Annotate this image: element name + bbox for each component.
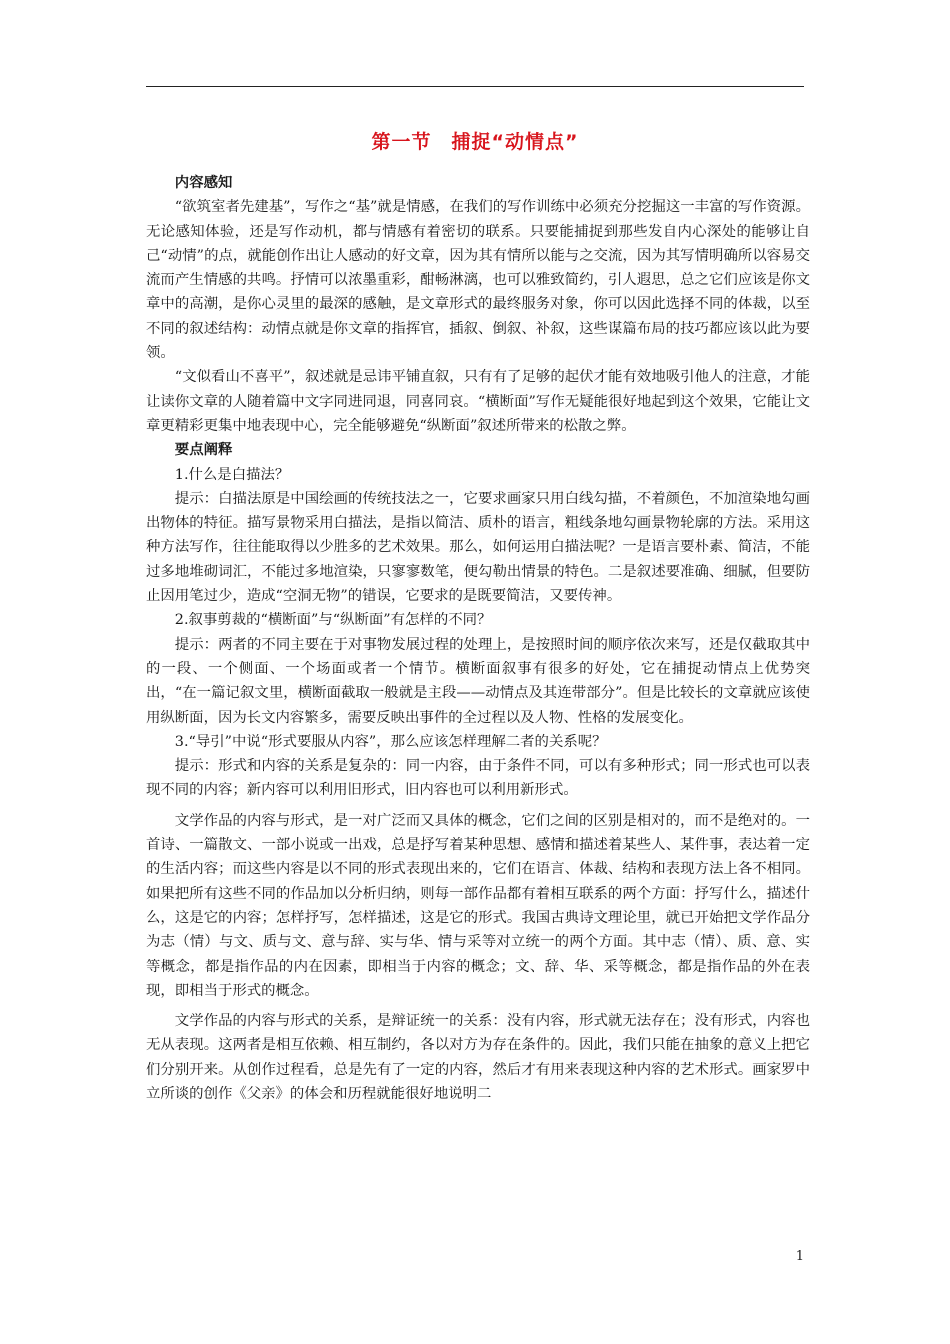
paragraph: 文学作品的内容与形式，是一对广泛而又具体的概念，它们之间的区别是相对的，而不是绝对的。一首诗、一篇散文、一部小说或一出戏，总是抒写着某种思想、感情和描述着某些人、某件事，表达着一定的生活内容；而这些内容是以不同的形式表现出来的，它们在语言、体裁、结构和表现方法上各不相同。如果把所有这些不同的作品加以分析归纳，则每一部作品都有着相互联系的两个方面：抒写什么，描述什么，这是它的内容；怎样抒写，怎样描述，这是它的形式。我国古典诗文理论里，就已开始把文学作品分为志（情）与文、质与文、意与辞、实与华、情与采等对立统一的两个方面。其中志（情）、质、意、实等概念，都是指作品的内在因素，即相当于内容的概念；文、辞、华、采等概念，都是指作品的外在表现，即相当于形式的概念。 [146, 812, 810, 999]
question: 3.“导引”中说“形式要服从内容”，那么应该怎样理解二者的关系呢？ [174, 733, 607, 750]
section-heading-perception: 内容感知 [174, 175, 233, 191]
section-heading-points: 要点阐释 [174, 442, 233, 459]
page-title: 第一节 捕捉“动情点” [371, 131, 579, 153]
paragraph: “欲筑室者先建基”，写作之“基”就是情感，在我们的写作训练中必须充分挖掘这一丰富的写作资源。无论感知体验，还是写作动机，都与情感有着密切的联系。只要能捕捉到那些发自内心深处的能够让自己“动情”的点，就能创作出让人感动的好文章，因为其有情所以能与之交流，因为其写情明确所以容易交流而产生情感的共鸣。抒情可以浓墨重彩，酣畅淋漓，也可以雅致简约，引人遐思，总之它们应该是你文章中的高潮，是你心灵里的最深的感触，是文章形式的最终服务对象，你可以因此选择不同的体裁，以至不同的叙述结构：动情点就是你文章的指挥官，插叙、倒叙、补叙，这些谋篇布局的技巧都应该以此为要领。 [146, 199, 810, 362]
page-number: 1 [795, 1249, 804, 1264]
question: 2.叙事剪裁的“横断面”与“纵断面”有怎样的不同？ [174, 612, 492, 629]
question: 1.什么是白描法？ [174, 466, 290, 483]
document-body [146, 171, 810, 1106]
answer: 提示：白描法原是中国绘画的传统技法之一，它要求画家只用白线勾描，不着颜色，不加渲染地勾画出物体的特征。描写景物采用白描法，是指以简洁、质朴的语言，粗线条地勾画景物轮廓的方法。采用这种方法写作，往往能取得以少胜多的艺术效果。那么，如何运用白描法呢？一是语言要朴素、简洁，不能过多地堆砌词汇，不能过多地渲染，只寥寥数笔，便勾勒出情景的特色。二是叙述要准确、细腻，但要防止因用笔过少，造成“空洞无物”的错误，它要求的是既要简洁，又要传神。 [146, 490, 810, 605]
answer: 提示：形式和内容的关系是复杂的：同一内容，由于条件不同，可以有多种形式；同一形式也可以表现不同的内容；新内容可以利用旧形式，旧内容也可以利用新形式。 [146, 758, 810, 799]
answer: 提示：两者的不同主要在于对事物发展过程的处理上，是按照时间的顺序依次来写，还是仅截取其中的一段、一个侧面、一个场面或者一个情节。横断面叙事有很多的好处，它在捕捉动情点上优势突出，“在一篇记叙文里，横断面截取一般就是主段——动情点及其连带部分”。但是比较长的文章就应该使用纵断面，因为长文内容繁多，需要反映出事件的全过程以及人物、性格的发展变化。 [146, 636, 810, 726]
header-rule [146, 86, 804, 87]
paragraph: 文学作品的内容与形式的关系，是辩证统一的关系：没有内容，形式就无法存在；没有形式，内容也无从表现。这两者是相互依赖、相互制约，各以对方为存在条件的。因此，我们只能在抽象的意义上把它们分别开来。从创作过程看，总是先有了一定的内容，然后才有用来表现这种内容的艺术形式。画家罗中立所谈的创作《父亲》的体会和历程就能很好地说明二 [146, 1013, 810, 1102]
paragraph: “文似看山不喜平”，叙述就是忌讳平铺直叙，只有有了足够的起伏才能有效地吸引他人的注意，才能让读你文章的人随着篇中文字同进同退，同喜同哀。“横断面”写作无疑能很好地起到这个效果，它能让文章更精彩更集中地表现中心，完全能够避免“纵断面”叙述所带来的松散之弊。 [146, 369, 810, 434]
